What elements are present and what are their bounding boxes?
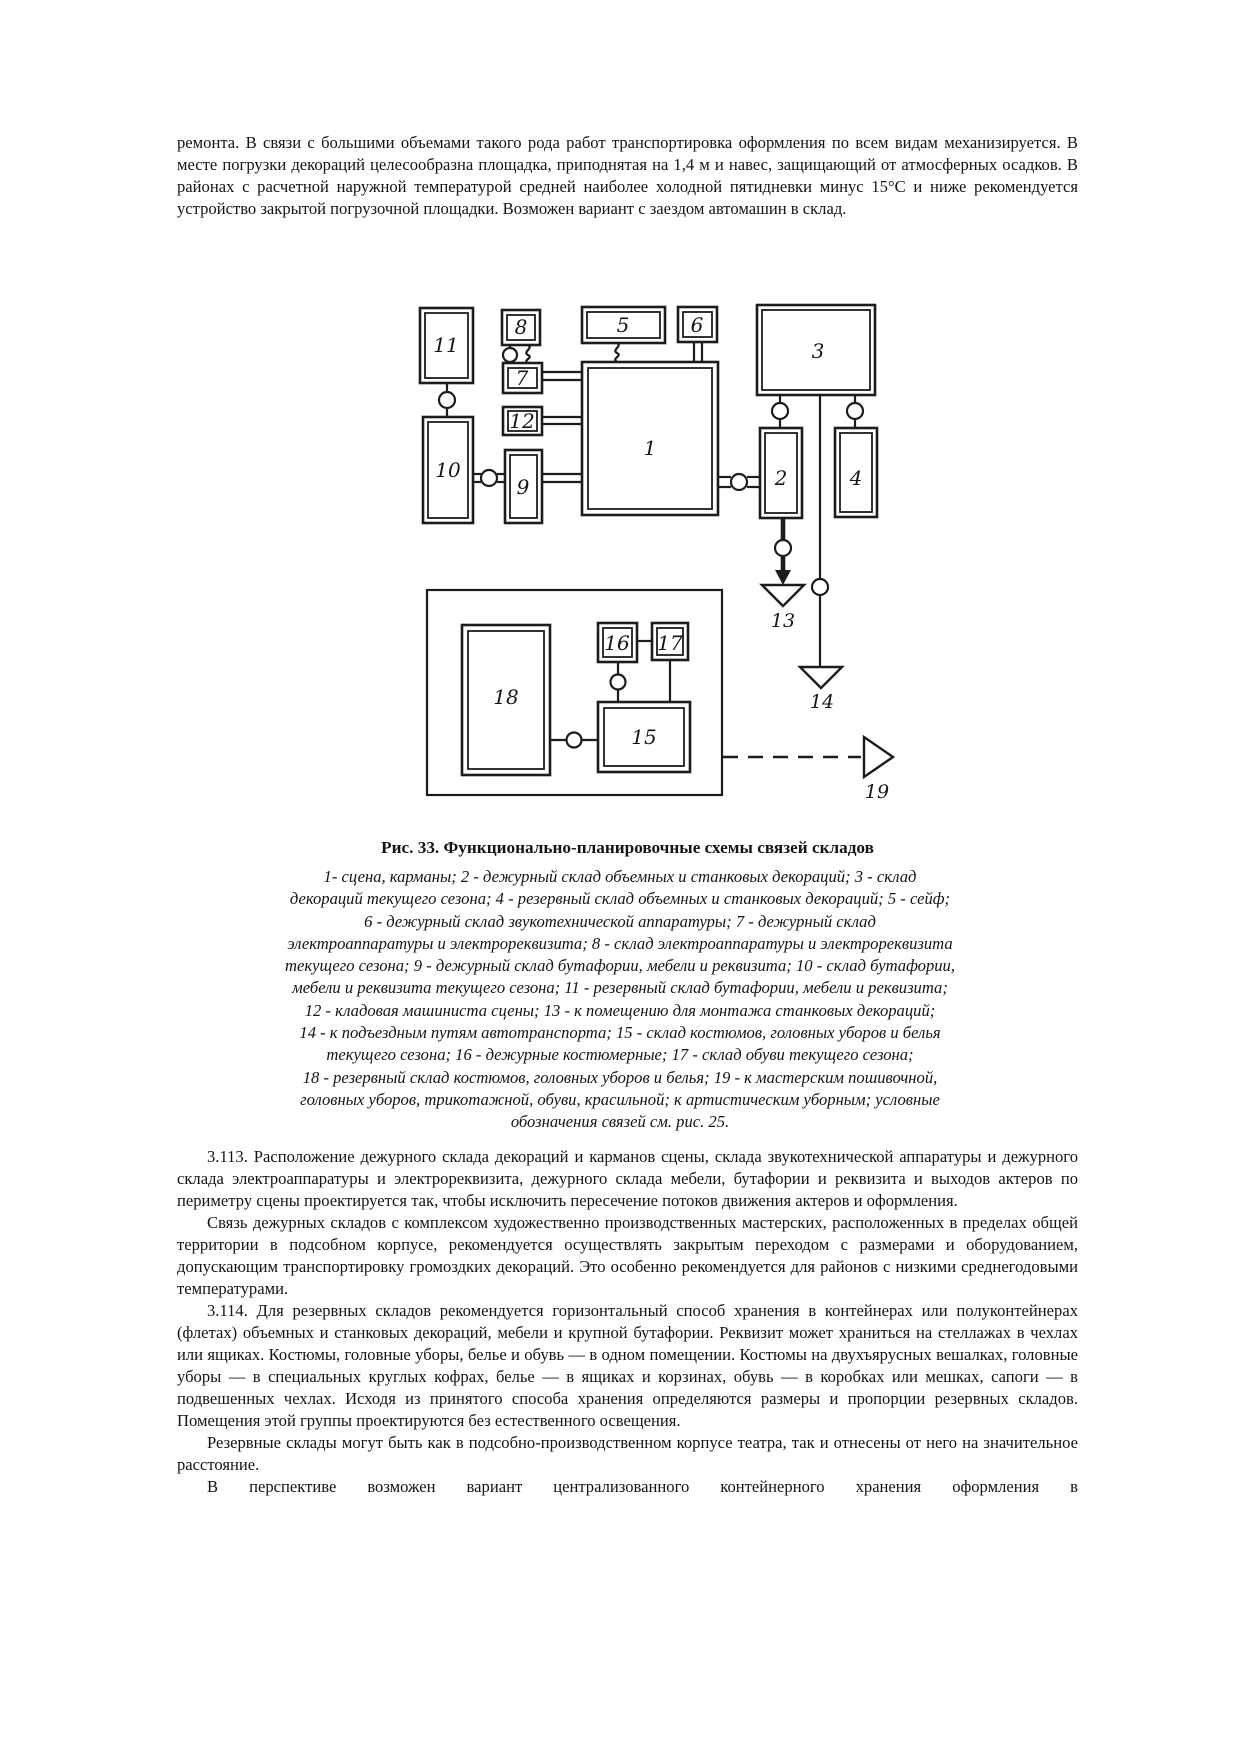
- node-label-4: 4: [849, 466, 863, 490]
- link-circle-18-15: [567, 733, 582, 748]
- link-circle-1-2: [731, 474, 747, 490]
- link-circle-11-10: [439, 392, 455, 408]
- node-boxes: [420, 305, 877, 775]
- node-label-11: 11: [433, 333, 459, 357]
- legend-line: 1- сцена, карманы; 2 - дежурный склад объемных и станковых декораций; 3 - склад: [323, 867, 917, 886]
- figure-legend: [0, 866, 1240, 1134]
- node-label-2: 2: [774, 466, 788, 490]
- node-label-3: 3: [811, 339, 825, 363]
- legend-line: 6 - дежурный склад звукотехнической аппаратуры; 7 - дежурный склад: [364, 911, 876, 931]
- link-circle-3-14: [812, 579, 828, 595]
- node-label-12: 12: [509, 409, 535, 433]
- link-circle-8-7: [503, 348, 517, 362]
- intro-text-block: [177, 132, 1078, 220]
- paragraph-3113: 3.113. Расположение дежурного склада декораций и карманов сцены, склада звукотехнической аппаратуры и дежурного склада электроаппаратуры и электрореквизита, дежурного склада мебели, бутафории и реквизита и выходов актеров по периметру сцены проектируется так, чтобы исключить пересечение потоков движения актеров и оформления.: [177, 1147, 1078, 1210]
- node-label-13: 13: [770, 610, 796, 632]
- legend-line: 14 - к подъездным путям автотранспорта; 15 - склад костюмов, головных уборов и белья: [299, 1023, 941, 1043]
- squiggle-link-5-1: [615, 343, 618, 362]
- intro-paragraph: ремонта. В связи с большими объемами такого рода работ транспортировка оформления по всем видам механизируется. В месте погрузки декораций целесообразна площадка, приподнятая на 1,4 м и навес, защищающий от атмосферных осадков. В районах с расчетной наружной температурой средней наиболее холодной пятидневки минус 15°С и ниже рекомендуется устройство закрытой погрузочной площадки. Возможен вариант с заездом автомашин в склад.: [177, 133, 1078, 218]
- node-label-17: 17: [657, 631, 683, 655]
- link-circle-10-9: [481, 470, 497, 486]
- node-label-1: 1: [643, 436, 657, 460]
- node-label-8: 8: [514, 315, 528, 339]
- node-label-15: 15: [631, 725, 657, 749]
- legend-line: текущего сезона; 9 - дежурный склад бутафории, мебели и реквизита; 10 - склад бутафории,: [284, 956, 955, 976]
- triangle-19: [864, 737, 893, 777]
- legend-line: головных уборов, трикотажной, обуви, красильной; к артистическим уборным; условные: [300, 1089, 940, 1109]
- node-label-7: 7: [515, 366, 529, 390]
- link-circle-2-13: [775, 540, 791, 556]
- body-text-block: [177, 1146, 1078, 1498]
- link-circle-3-4: [847, 403, 863, 419]
- legend-line: 18 - резервный склад костюмов, головных уборов и белья; 19 - к мастерским пошивочной,: [302, 1067, 938, 1087]
- paragraph-link: Связь дежурных складов с комплексом художественно производственных мастерских, расположенных в пределах общей территории в подсобном корпусе, рекомендуется осуществлять закрытым переходом с размерами и оборудованием, допускающим транспортировку громоздких декораций. Это особенно рекомендуется для районов с низкими среднегодовыми температурами.: [177, 1213, 1078, 1298]
- legend-line: мебели и реквизита текущего сезона; 11 - резервный склад бутафории, мебели и реквизита;: [292, 978, 948, 998]
- triangle-13: [762, 585, 804, 606]
- paragraph-reserve: Резервные склады могут быть как в подсобно-производственном корпусе театра, так и отнесены от него на значительное расстояние.: [177, 1433, 1078, 1474]
- node-label-10: 10: [435, 458, 461, 482]
- arrowhead-13: [775, 570, 791, 585]
- legend-line: электроаппаратуры и электрореквизита; 8 - склад электроаппаратуры и электрореквизита: [287, 933, 953, 953]
- node-label-9: 9: [516, 475, 530, 499]
- node-label-19: 19: [864, 781, 890, 803]
- node-label-5: 5: [616, 313, 630, 337]
- legend-line: обозначения связей см. рис. 25.: [510, 1112, 730, 1132]
- node-label-14: 14: [809, 691, 835, 713]
- figure-diagram: [350, 258, 920, 803]
- link-circle-16-15: [611, 675, 626, 690]
- legend-line: 12 - кладовая машиниста сцены; 13 - к помещению для монтажа станковых декораций;: [304, 1000, 936, 1020]
- triangle-14: [800, 667, 842, 688]
- node-label-6: 6: [690, 313, 704, 337]
- paragraph-3114: 3.114. Для резервных складов рекомендуется горизонтальный способ хранения в контейнерах или полуконтейнерах (флетах) объемных и станковых декораций, мебели и крупной бутафории. Реквизит может храниться на стеллажах в чехлах или ящиках. Костюмы, головные уборы, белье и обувь — в одном помещении. Костюмы на двухъярусных вешалках, головные уборы — в специальных круглых кофрах, белье — в ящиках и корзинах, обувь — в коробках или мешках, сапоги — в подвешенных чехлах. Исходя из принятого способа хранения определяются размеры и пропорции резервных складов. Помещения этой группы проектируются без естественного освещения.: [177, 1301, 1078, 1430]
- node-label-16: 16: [604, 631, 630, 655]
- paragraph-perspective: В перспективе возможен вариант централизованного контейнерного хранения оформления в: [207, 1477, 1078, 1496]
- link-circle-3-2: [772, 403, 788, 419]
- legend-line: текущего сезона; 16 - дежурные костюмерные; 17 - склад обуви текущего сезона;: [326, 1045, 914, 1065]
- squiggle-link-8-7: [526, 345, 529, 363]
- figure-caption: Рис. 33. Функционально-планировочные схемы связей складов: [381, 838, 874, 857]
- legend-line: декораций текущего сезона; 4 - резервный склад объемных и станковых декораций; 5 - сейф;: [289, 889, 951, 909]
- node-label-18: 18: [493, 685, 519, 709]
